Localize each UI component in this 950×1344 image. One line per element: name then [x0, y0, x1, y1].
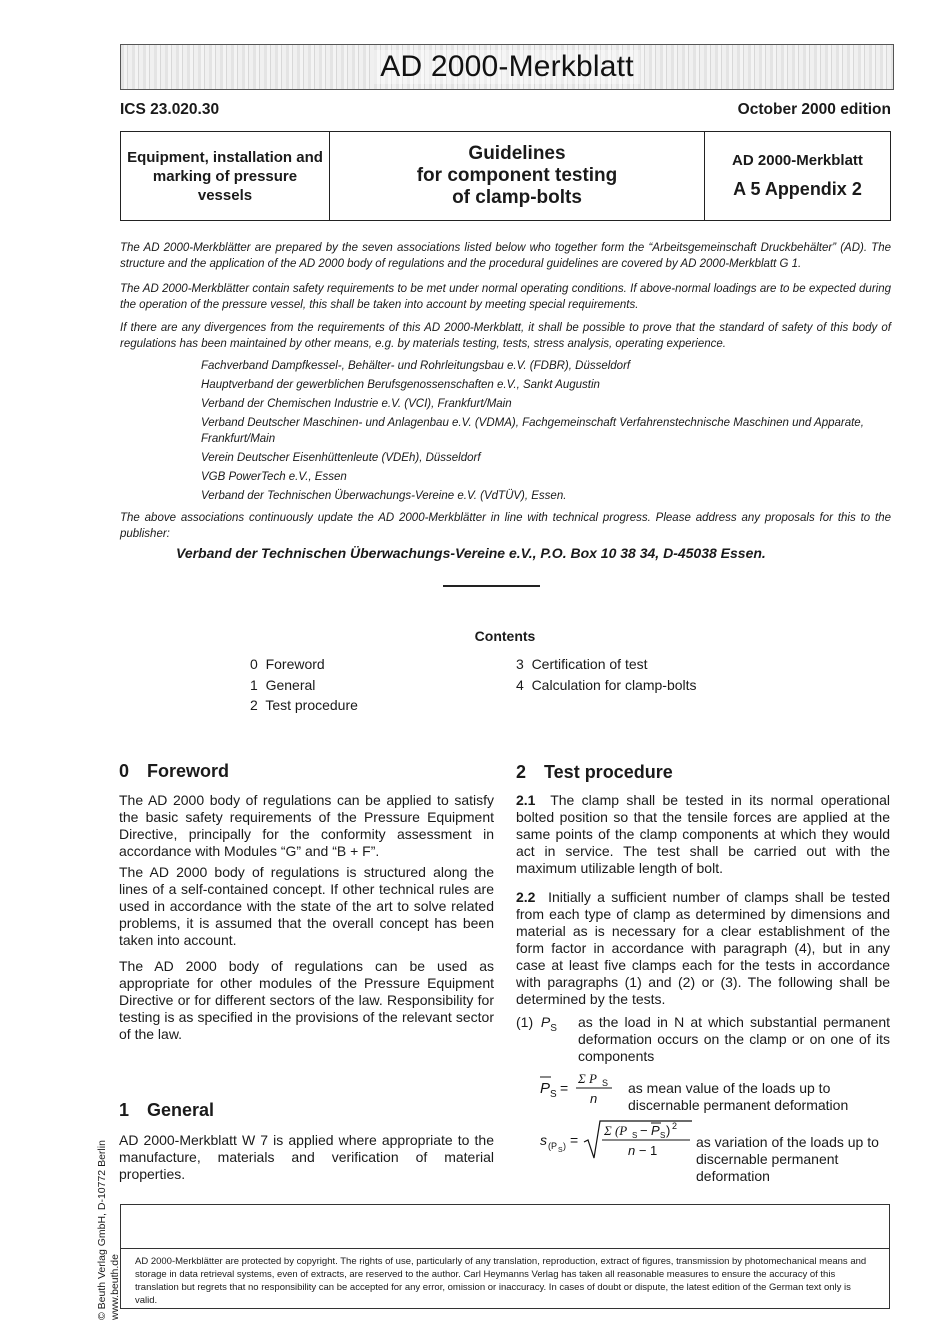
svg-text:S: S — [550, 1089, 557, 1100]
item-1-symbol: P — [540, 1014, 551, 1030]
svg-text:Σ P: Σ P — [578, 1071, 597, 1086]
svg-text:P: P — [651, 1123, 660, 1138]
section-divider — [443, 585, 540, 587]
association-item: Verband der Technischen Überwachungs-Vereine e.V. (VdTÜV), Essen. — [201, 490, 567, 502]
foreword-paragraph-2: The AD 2000 body of regulations is structured along the lines of a self-contained concept. If other technical rules are used in accordance with the state of the art to solve related problems, it is assumed that the overall concept has been taken into account. — [119, 864, 494, 948]
publisher-address: Verband der Technischen Überwachungs-Vereine e.V., P.O. Box 10 38 34, D-45038 Essen. — [176, 545, 766, 561]
edition-label: October 2000 edition — [737, 101, 891, 118]
toc-item-calculation[interactable]: 4 Calculation for clamp-bolts — [516, 676, 697, 693]
title-banner — [120, 44, 894, 90]
foreword-paragraph-1: The AD 2000 body of regulations can be applied to satisfy the basic safety requirements of the Pressure Equipment Directive, principally for the conformity assessment in accordance with Modules “G” and “B + F”. — [119, 792, 494, 859]
svg-text:s: s — [540, 1132, 547, 1148]
toc-item-foreword[interactable]: 0 Foreword — [250, 656, 325, 672]
header-subject: Equipment, installation and marking of pressure vessels — [121, 132, 330, 220]
side-copyright: © Beuth Verlag GmbH, D-10772 Berlin — [96, 1140, 108, 1320]
title-line-3: of clamp-bolts — [452, 187, 582, 208]
svg-text:S: S — [660, 1131, 666, 1140]
test-heading-text: Test procedure — [544, 762, 673, 782]
toc-item-certification[interactable]: 3 Certification of test — [516, 656, 648, 672]
variation-formula — [538, 1118, 694, 1162]
header-sheet-number: A 5 Appendix 2 — [733, 179, 862, 199]
association-item: Fachverband Dampfkessel-, Behälter- und Rohrleitungsbau e.V. (FDBR), Düsseldorf — [201, 360, 631, 372]
publisher-side-note — [96, 1140, 122, 1320]
banner-title: AD 2000-Merkblatt — [374, 50, 640, 84]
title-line-1: Guidelines — [468, 143, 566, 164]
toc-item-general[interactable]: 1 General — [250, 676, 316, 693]
clause-2-1-text: The clamp shall be tested in its normal operational bolted position so that the tensile forces are applied at the same points of the clamp components at which they would act in service. The test shall be carried out with the maximum utilizable length of bolt. — [516, 792, 890, 876]
side-website[interactable]: www.beuth.de — [109, 1254, 121, 1320]
ics-code: ICS 23.020.30 — [120, 101, 220, 118]
clause-2-2-number: 2.2 — [516, 889, 536, 905]
variation-formula-text: as variation of the loads up to discernable permanent deformation — [696, 1134, 879, 1184]
item-1-number: (1) — [516, 1014, 534, 1030]
contents-title: Contents — [474, 628, 536, 644]
mean-formula — [538, 1071, 628, 1107]
association-item: Verband der Chemischen Industrie e.V. (VCI), Frankfurt/Main — [201, 398, 512, 410]
svg-text:n − 1: n − 1 — [628, 1143, 658, 1158]
svg-text:n: n — [590, 1091, 598, 1106]
test-heading-number: 2 — [516, 762, 527, 782]
svg-text:=: = — [560, 1080, 569, 1096]
association-list — [201, 358, 891, 504]
svg-text:S: S — [602, 1078, 609, 1088]
association-item: VGB PowerTech e.V., Essen — [201, 471, 347, 483]
general-heading-number: 1 — [119, 1100, 130, 1120]
foreword-heading-text: Foreword — [147, 761, 230, 781]
copyright-notice: AD 2000-Merkblätter are protected by copyright. The rights of use, particularly of any translation, reproduction, extract of figures, transmission by photomechanical means and storage in data retrieval systems, even of extracts, are reserved to the author. Carl Heymanns Verlag has taken all reasonable measures to ensure the accuracy of this translation but regrets that no responsibility can be accepted for any error, omission or inaccuracy. In cases of doubt or dispute, the latest edition of the German text only is valid. — [121, 1248, 889, 1307]
copyright-box — [120, 1204, 890, 1309]
general-heading — [119, 1100, 214, 1121]
svg-text:S: S — [558, 1147, 563, 1154]
toc-item-test-procedure[interactable]: 2 Test procedure — [250, 697, 358, 713]
svg-text:−: − — [640, 1123, 648, 1138]
intro-paragraph-2: The AD 2000-Merkblätter contain safety requirements to be met under normal operating conditions. If above-normal loadings are to be expected during the operation of the pressure vessel, this shall be taken into account by meeting special requirements. — [120, 283, 891, 311]
foreword-heading-number: 0 — [119, 761, 130, 781]
header-merkblatt: AD 2000-Merkblatt — [732, 152, 863, 169]
svg-text:Σ (P: Σ (P — [604, 1123, 628, 1138]
association-item: Verein Deutscher Eisenhüttenleute (VDEh), Düsseldorf — [201, 452, 481, 464]
svg-text:): ) — [666, 1123, 671, 1138]
svg-text:=: = — [570, 1132, 579, 1148]
svg-text:2: 2 — [672, 1121, 678, 1131]
header-reference — [705, 132, 890, 220]
item-1-label — [516, 1014, 557, 1034]
variation-formula-graphic — [538, 1118, 694, 1162]
header-title — [330, 132, 705, 220]
intro-paragraph-3: If there are any divergences from the requirements of this AD 2000-Merkblatt, it shall be possible to prove that the standard of safety of this body of regulations has been maintained by other means, e.g. by materials testing, tests, stress analysis, operating experience. — [120, 322, 891, 350]
mean-formula-graphic — [538, 1071, 628, 1107]
mean-formula-text: as mean value of the loads up to discernable permanent deformation — [628, 1080, 849, 1113]
clause-2-1-number: 2.1 — [516, 792, 536, 808]
contents-left-column — [250, 654, 358, 716]
association-item: Hauptverband der gewerblichen Berufsgenossenschaften e.V., Sankt Augustin — [201, 379, 600, 391]
item-1-text: as the load in N at which substantial permanent deformation occurs on the clamp or on one of its components — [578, 1014, 890, 1064]
foreword-paragraph-3: The AD 2000 body of regulations can be used as appropriate for other modules of the Pressure Equipment Directive or for different sectors of the law. Responsibility for testing is as specified in the provisions of the relevant sector of the law. — [119, 958, 494, 1042]
clause-2-2-text: Initially a sufficient number of clamps shall be tested from each type of clamp as determined by dimensions and material as is necessary for a clear establishment of the form factor in accordance with paragraph (4), but in any case at least five clamps each for the tests in accordance with paragraphs (1) and (2) or (3). The following shall be determined by the tests. — [516, 889, 890, 1007]
svg-text:P: P — [540, 1080, 551, 1097]
svg-text:): ) — [563, 1141, 566, 1151]
association-item: Verband Deutscher Maschinen- und Anlagenbau e.V. (VDMA), Fachgemeinschaft Verfahrenstechnische Maschinen und Apparate, Frankfurt/Main — [201, 417, 864, 445]
foreword-heading — [119, 761, 229, 782]
general-paragraph-1: AD 2000-Merkblatt W 7 is applied where appropriate to the manufacture, materials and verification of material properties. — [119, 1132, 494, 1182]
general-heading-text: General — [147, 1100, 215, 1120]
title-line-2: for component testing — [416, 165, 618, 186]
test-procedure-heading — [516, 762, 673, 783]
clause-2-2 — [516, 889, 890, 1008]
clause-2-1 — [516, 792, 890, 877]
contents-right-column — [516, 654, 697, 695]
svg-text:S: S — [632, 1131, 638, 1140]
header-table — [120, 131, 891, 221]
intro-paragraph-1: The AD 2000-Merkblätter are prepared by the seven associations listed below who together form the “Arbeitsgemeinschaft Druckbehälter” (AD). The structure and the application of the AD 2000 body of regulations and the procedural guidelines are covered by AD 2000-Merkblatt G 1. — [120, 242, 891, 270]
svg-text:(P: (P — [548, 1141, 557, 1151]
intro-paragraph-4: The above associations continuously update the AD 2000-Merkblätter in line with technical progress. Please address any proposals for this to the publisher: — [120, 512, 891, 540]
item-1-subscript: S — [550, 1022, 557, 1034]
